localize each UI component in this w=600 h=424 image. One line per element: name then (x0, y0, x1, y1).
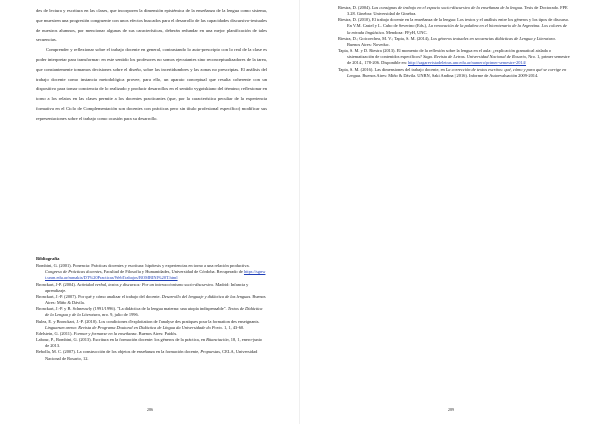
reference-text: Bronckart, J-P. (2004). (36, 281, 77, 287)
reference-entry (338, 48, 570, 66)
reference-details: . 1, 1, 43-60. (221, 324, 245, 330)
bibliography (36, 256, 267, 362)
reference-title: Saga. Revista de Letras. Universidad Nacional de Rosario (423, 54, 526, 60)
reference-title: Formar y formarse en la enseñanza (73, 330, 137, 336)
reference-entry (338, 36, 570, 48)
reference-details: . Tesis de Doctorado. FPE 3.28. Ginebra: Universidad de Ginebra. (347, 5, 568, 17)
right-page (300, 0, 600, 424)
reference-title: Desarrollo del lenguaje y didáctica de las lenguas (161, 293, 251, 299)
body-text (36, 6, 267, 124)
reference-title: Bitanciación (206, 337, 229, 343)
bibliography-title: Bibliografía (36, 256, 60, 261)
reference-title: Propuestas (200, 349, 220, 355)
body-paragraph-2: Comprender y reflexionar sobre el trabajo docente en general, contrastando lo auto-prescripto con lo real de la clase es poder interpretar para transformar: en este sentido los profesores no somos ejecutantes sino reconceptualizadores de la tarea, que constantemente tomamos decisiones sobre el diseño, sobre las incertidumbres y las zonas no prescriptas. El análisis del trabajo docente como instancia metodológica provee, para ello, un aparato conceptual que resulta coherente con un dispositivo para tomar conciencia de lo realizado y producir desarrollos en el sentido vygotskiano del término; reflexionar en torno a los relatos en las clases permite a los docentes practicantes (que, por la característica peculiar de la experiencia formativa en el Ciclo de Complementación son docentes con prácticas pero sin título profesional específico) modificar sus representaciones sobre el trabajo como ocasión para su desarrollo. (36, 47, 267, 121)
reference-details: . Mendoza: FFyH, UNC. (383, 29, 428, 35)
page-number-left: 286 (146, 407, 154, 412)
reference-title: La renovación de la palabra en el bicentenario de la Argentina. Los colores de la mirada lingüística (347, 23, 568, 35)
reference-title: Linguarum arena: Revista de Programa Doutoral en Didáctica de Língua da Universidade do Porto (45, 324, 222, 330)
reference-text: Tapia, S. M. (2016). Las dimensiones del trabajo docente, en (338, 66, 446, 72)
reference-details: . Madrid: Infancia y aprendizaje. (45, 281, 249, 293)
reference-entry (36, 319, 267, 331)
reference-text: Riestra, D.; Goicoechea, M. V.; Tapia, S. M. (2014), (338, 35, 431, 41)
reference-list (36, 263, 267, 362)
reference-text: Riestra, D. (2010), El trabajo docente en la enseñanza de la lengua: Los textos y el análisis entre los géneros y los tipos de discurso. En V.M. Castel y L. Cubo de Severino (Eds.), (338, 17, 570, 29)
reference-title: Los géneros textuales en secuencias didácticas de Lengua y Literatura (430, 35, 555, 41)
reference-entry (338, 67, 570, 79)
reference-list-continued (338, 5, 570, 79)
reference-entry (36, 306, 267, 318)
body-paragraph-1: des de lectura y escritura en las clases, que incorporen la dimensión epistémica de la enseñanza de la lengua como sistema, que muestren una progresión congruente con unos efectos buscados para el desarrollo de las capacidades discursivo-textuales de nuestros alumnos, por mencionar algunas de sus características, deberán redundar en una mejor planificación de tales secuencias. (36, 8, 267, 43)
reference-details: , 18, 1, enero-junio de 2013. (45, 337, 263, 349)
reference-title: Congreso de Prácticas docentes (45, 269, 102, 275)
reference-entry (36, 294, 267, 306)
reference-text: Bronckart, J.-P. (2007). Por qué y cómo analizar el trabajo del docente. (36, 293, 162, 299)
reference-entry (338, 5, 570, 17)
reference-details: , Nro. 1, primer semestre de 2014., 178-206. Disponible en: (347, 54, 570, 66)
reference-details: . Buenos Aires: Miño & Dávila. UNRN, Saki Andina | 2016). Informe de Autoevaluación 2009-2014. (360, 72, 539, 78)
reference-link[interactable]: http://sagarevistadeletras.unr.edu.ar/numero/primer-semestre-2014/ (407, 60, 527, 66)
reference-entry (338, 17, 570, 35)
reference-entry (36, 282, 267, 294)
reference-link[interactable]: https://sgnwt.unrn.edu.ar/mmakis/DT%20Practicas/WebTrabajos/BOMBINI%20T.html (45, 269, 266, 281)
reference-details: , Facultad de Filosofía y Humanidades, Universidad de Córdoba. Recuperado de (101, 269, 244, 275)
page-number-right: 289 (447, 407, 455, 412)
reference-text: Bronckart, J.-P. y B. Schneuwly (1991/1996). "La didáctica de la lengua materna: una utopía indispensable". (36, 306, 228, 312)
reference-title: Las consignas de trabajo en el espacio socio-discursivo de la enseñanza de la lengua (371, 5, 523, 10)
reference-title: Textos de Didáctica de la Lengua y de la Literatura (45, 306, 263, 318)
reference-entry (36, 337, 267, 349)
reference-title: La corrección de textos escritos: qué, cómo y para qué se corrige en Lengua (347, 66, 567, 78)
reference-details: , nro. 9, julio de 1996. (99, 312, 139, 318)
reference-text: Rebolla, M. C. (2007). La construcción de los objetos de enseñanza en la formación docente, (36, 349, 201, 355)
reference-details: . Buenos Aires: Noveduc. (347, 35, 556, 47)
reference-text: Labour, P., Bombini, G. (2013). Escritura en la formación docente: los géneros de la práctica, en (36, 337, 207, 343)
reference-text: Edelstein, G. (2011). (36, 330, 74, 336)
reference-text: Tapia, S. M. y D. Riestra (2013). El momento de la reflexión sobre la lengua en el aula: ¿explicación gramatical aislada o sistematización de contenidos específicos? (338, 48, 552, 60)
reference-details: , CELA, Universidad Nacional de Rosario, 12. (45, 349, 258, 361)
reference-text: Bombini, G. (2001). Ponencia: Prácticas docentes y escritura: hipótesis y experiencias en torno a una relación productiva. (36, 263, 250, 269)
reference-entry (36, 263, 267, 281)
reference-title: Actividad verbal, textos y discursos: Por un interaccionismo socio-discursivo (76, 281, 214, 287)
reference-text: Riestra, D. (2004). (338, 5, 372, 10)
reference-text: Bulea, E. y Bronckart, J.-P. (2010). Los condiciones d'exploitation de l'analyse des pratiques pour la formation des enseignants. (36, 318, 260, 324)
reference-entry (36, 349, 267, 361)
reference-details: . Buenos Aires: Paidós. (136, 330, 178, 336)
reference-details: . Buenos Aires: Miño & Dávila. (45, 293, 266, 306)
